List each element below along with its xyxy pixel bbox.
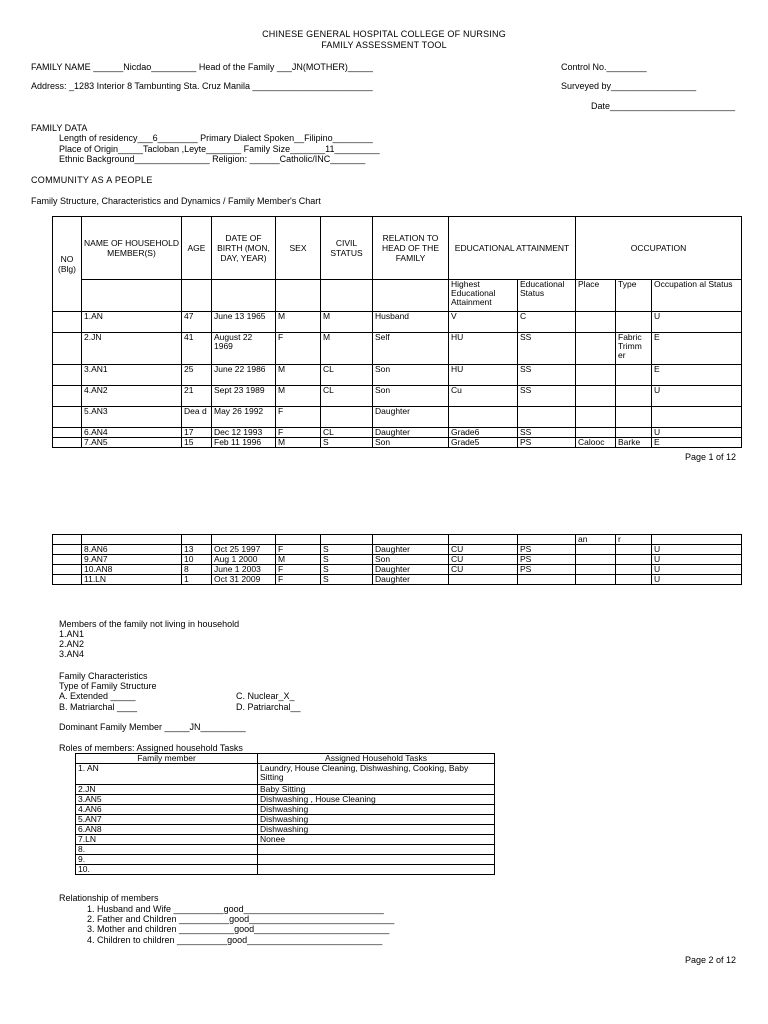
col-header-sex: SEX [276, 217, 321, 280]
cell-es: SS [518, 333, 576, 365]
cell-name: 4.AN2 [82, 386, 182, 407]
cell-ostat: U [652, 545, 742, 555]
cell-no [53, 545, 82, 555]
cell-es: C [518, 312, 576, 333]
date-field [591, 101, 735, 111]
col-header-occupation: OCCUPATION [576, 217, 742, 280]
cell-es: SS [518, 365, 576, 386]
cell-sex: M [276, 386, 321, 407]
task-description: Laundry, House Cleaning, Dishwashing, Cooking, Baby Sitting [258, 764, 495, 785]
cell-place [576, 575, 616, 585]
roles-title: Roles of members: Assigned household Tasks [59, 743, 243, 753]
relationship-item: 4. Children to children __________good___________________________ [87, 935, 383, 945]
col-header-no: NO (Blg) [53, 217, 82, 312]
task-row [76, 805, 495, 815]
cell-place [576, 428, 616, 438]
address-field [31, 81, 373, 91]
col-header-civil: CIVIL STATUS [321, 217, 373, 280]
characteristics-title: Family Characteristics [59, 671, 148, 681]
cell-name: 7.AN5 [82, 438, 182, 448]
task-row [76, 845, 495, 855]
cell-dob: Dec 12 1993 [212, 428, 276, 438]
cell-age: 47 [182, 312, 212, 333]
table-row [53, 438, 742, 448]
chart-title: Family Structure, Characteristics and Dynamics / Family Member's Chart [31, 196, 321, 206]
cell-type: Barke [616, 438, 652, 448]
control-no-field [561, 62, 647, 72]
task-row [76, 815, 495, 825]
cell-place [576, 312, 616, 333]
table-row [53, 386, 742, 407]
task-row [76, 825, 495, 835]
family-name-label: FAMILY NAME [31, 62, 91, 72]
cell-civil: CL [321, 386, 373, 407]
task-member: 1. AN [76, 764, 258, 785]
cell-type [616, 312, 652, 333]
cell-place [576, 407, 616, 428]
family-data-line-2: Place of Origin_____Tacloban ,Leyte_______ Family Size_______11_________ [59, 144, 380, 154]
family-data-title: FAMILY DATA [31, 123, 88, 133]
task-row [76, 865, 495, 875]
task-description: Dishwashing [258, 825, 495, 835]
not-living-title: Members of the family not living in household [59, 619, 240, 629]
structure-option-c: C. Nuclear_X_ [236, 691, 295, 701]
cell-hi [449, 407, 518, 428]
cell-place: Calooc [576, 438, 616, 448]
cell-es: PS [518, 555, 576, 565]
cell-place [576, 555, 616, 565]
cell-civil: CL [321, 428, 373, 438]
cell-civil: S [321, 545, 373, 555]
cell-civil: S [321, 438, 373, 448]
col-header-education: EDUCATIONAL ATTAINMENT [449, 217, 576, 280]
cell-type [616, 428, 652, 438]
col-header-relation: RELATION TO HEAD OF THE FAMILY [373, 217, 449, 280]
surveyed-by-field [561, 81, 696, 91]
cell-sex: M [276, 365, 321, 386]
task-description [258, 855, 495, 865]
address-label: Address: [31, 81, 67, 91]
col-header-age: AGE [182, 217, 212, 280]
surveyed-value: _________________ [611, 81, 697, 91]
page-2-label: Page 2 of 12 [685, 955, 737, 965]
cell-ostat: E [652, 365, 742, 386]
cell-ostat: U [652, 428, 742, 438]
col-header-occ-status: Occupation al Status [652, 280, 742, 312]
cell-es: SS [518, 386, 576, 407]
cell-es: PS [518, 438, 576, 448]
cell-place [576, 365, 616, 386]
cell-hi: HU [449, 365, 518, 386]
task-description: Dishwashing [258, 815, 495, 825]
cell-sex: F [276, 428, 321, 438]
task-row [76, 785, 495, 795]
cell-age: 13 [182, 545, 212, 555]
cell-ostat [652, 407, 742, 428]
task-member: 2.JN [76, 785, 258, 795]
cell-place: an [576, 535, 616, 545]
cell-age: 17 [182, 428, 212, 438]
cell-type [616, 365, 652, 386]
cell-no [53, 333, 82, 365]
task-row [76, 855, 495, 865]
cell-ostat: U [652, 575, 742, 585]
cell-ostat: U [652, 565, 742, 575]
page-1-label: Page 1 of 12 [685, 452, 737, 462]
cell-type [616, 545, 652, 555]
cell-dob: June 13 1965 [212, 312, 276, 333]
structure-type-title: Type of Family Structure [59, 681, 157, 691]
cell-es [518, 535, 576, 545]
task-member: 7.LN [76, 835, 258, 845]
not-living-item: 1.AN1 [59, 629, 85, 639]
task-description [258, 845, 495, 855]
cell-age: 21 [182, 386, 212, 407]
cell-rel: Son [373, 365, 449, 386]
col-header-dob: DATE OF BIRTH (MON, DAY, YEAR) [212, 217, 276, 280]
col-header-occ-type: Type [616, 280, 652, 312]
cell-hi: CU [449, 555, 518, 565]
cell-es: PS [518, 565, 576, 575]
control-label: Control No. [561, 62, 607, 72]
cell-type [616, 407, 652, 428]
surveyed-label: Surveyed by [561, 81, 612, 91]
cell-no [53, 438, 82, 448]
college-title: CHINESE GENERAL HOSPITAL COLLEGE OF NURSING [262, 29, 506, 39]
control-value: ________ [606, 62, 647, 72]
cell-sex [276, 535, 321, 545]
cell-type [616, 575, 652, 585]
community-title: COMMUNITY AS A PEOPLE [31, 175, 153, 185]
cell-name: 10.AN8 [82, 565, 182, 575]
table-row [53, 575, 742, 585]
cell-name: 1.AN [82, 312, 182, 333]
cell-age: 15 [182, 438, 212, 448]
cell-sex: F [276, 545, 321, 555]
cell-age: 1 [182, 575, 212, 585]
address-value: _1283 Interior 8 Tambunting Sta. Cruz Manila ________________________ [69, 81, 373, 91]
table-row [53, 545, 742, 555]
cell-hi: Cu [449, 386, 518, 407]
cell-rel: Daughter [373, 428, 449, 438]
task-description: Nonee [258, 835, 495, 845]
cell-sex: F [276, 407, 321, 428]
cell-age [182, 535, 212, 545]
task-member: 3.AN5 [76, 795, 258, 805]
cell-hi: CU [449, 545, 518, 555]
col-header-highest-edu: Highest Educational Attainment [449, 280, 518, 312]
cell-civil [321, 407, 373, 428]
cell-name [82, 535, 182, 545]
cell-hi [449, 535, 518, 545]
cell-rel: Son [373, 555, 449, 565]
cell-rel: Daughter [373, 575, 449, 585]
col-header-edu-status: Educational Status [518, 280, 576, 312]
task-member: 4.AN6 [76, 805, 258, 815]
cell-rel: Daughter [373, 545, 449, 555]
cell-no [53, 575, 82, 585]
cell-place [576, 386, 616, 407]
cell-place [576, 565, 616, 575]
cell-no [53, 535, 82, 545]
structure-option-a: A. Extended _____ [59, 691, 136, 701]
cell-ostat: U [652, 386, 742, 407]
form-title: FAMILY ASSESSMENT TOOL [321, 40, 447, 50]
cell-no [53, 386, 82, 407]
task-row [76, 795, 495, 805]
cell-no [53, 407, 82, 428]
cell-type: Fabric Trimm er [616, 333, 652, 365]
cell-civil: M [321, 312, 373, 333]
task-member: 10. [76, 865, 258, 875]
cell-hi: CU [449, 565, 518, 575]
cell-age: 41 [182, 333, 212, 365]
cell-rel [373, 535, 449, 545]
task-description: Baby Sitting [258, 785, 495, 795]
cell-name: 8.AN6 [82, 545, 182, 555]
cell-dob: Feb 11 1996 [212, 438, 276, 448]
table-row [53, 312, 742, 333]
cell-dob: Aug 1 2000 [212, 555, 276, 565]
cell-civil: S [321, 565, 373, 575]
cell-place [576, 333, 616, 365]
cell-age: 10 [182, 555, 212, 565]
cell-ostat: U [652, 312, 742, 333]
head-label: Head of the Family [198, 62, 275, 72]
cell-civil: M [321, 333, 373, 365]
cell-dob: June 1 2003 [212, 565, 276, 575]
task-row [76, 764, 495, 785]
cell-es [518, 575, 576, 585]
date-value: _________________________ [610, 101, 736, 111]
cell-type [616, 555, 652, 565]
cell-rel: Son [373, 438, 449, 448]
cell-name: 5.AN3 [82, 407, 182, 428]
task-description [258, 865, 495, 875]
cell-sex: M [276, 555, 321, 565]
task-description: Dishwashing [258, 805, 495, 815]
cell-rel: Self [373, 333, 449, 365]
cell-sex: M [276, 312, 321, 333]
relationship-item: 2. Father and Children __________good_____________________________ [87, 914, 395, 924]
table-row [53, 333, 742, 365]
cell-ostat [652, 535, 742, 545]
table-row [53, 428, 742, 438]
cell-no [53, 312, 82, 333]
cell-hi: HU [449, 333, 518, 365]
cell-ostat: U [652, 555, 742, 565]
head-value: ___JN(MOTHER)_____ [276, 62, 373, 72]
cell-sex: F [276, 565, 321, 575]
task-member: 6.AN8 [76, 825, 258, 835]
structure-option-b: B. Matriarchal ____ [59, 702, 138, 712]
cell-ostat: E [652, 438, 742, 448]
cell-es [518, 407, 576, 428]
cell-rel: Son [373, 386, 449, 407]
relationship-item: 1. Husband and Wife __________good____________________________ [87, 904, 384, 914]
cell-no [53, 555, 82, 565]
cell-civil: S [321, 575, 373, 585]
members-table-page-1 [52, 216, 742, 448]
table-row [53, 535, 742, 545]
cell-es: PS [518, 545, 576, 555]
cell-name: 3.AN1 [82, 365, 182, 386]
cell-name: 11.LN [82, 575, 182, 585]
cell-name: 2.JN [82, 333, 182, 365]
family-data-line-1: Length of residency___6________ Primary Dialect Spoken__Filipino________ [59, 133, 373, 143]
table-row [53, 565, 742, 575]
cell-civil: CL [321, 365, 373, 386]
cell-dob: August 22 1969 [212, 333, 276, 365]
cell-civil: S [321, 555, 373, 565]
cell-no [53, 365, 82, 386]
task-member: 9. [76, 855, 258, 865]
cell-ostat: E [652, 333, 742, 365]
cell-age: 25 [182, 365, 212, 386]
tasks-header-tasks: Assigned Household Tasks [258, 754, 495, 764]
cell-dob [212, 535, 276, 545]
tasks-table [75, 753, 495, 875]
date-label: Date [591, 101, 611, 111]
dominant-member: Dominant Family Member _____JN_________ [59, 722, 246, 732]
cell-rel: Daughter [373, 565, 449, 575]
table-row [53, 365, 742, 386]
cell-hi: Grade6 [449, 428, 518, 438]
cell-dob: May 26 1992 [212, 407, 276, 428]
task-member: 8. [76, 845, 258, 855]
cell-rel: Husband [373, 312, 449, 333]
not-living-item: 3.AN4 [59, 649, 85, 659]
cell-es: SS [518, 428, 576, 438]
cell-dob: Oct 31 2009 [212, 575, 276, 585]
cell-dob: June 22 1986 [212, 365, 276, 386]
task-member: 5.AN7 [76, 815, 258, 825]
table-row [53, 555, 742, 565]
cell-type [616, 565, 652, 575]
cell-type: r [616, 535, 652, 545]
cell-hi: V [449, 312, 518, 333]
cell-age: Dea d [182, 407, 212, 428]
members-table-page-2 [52, 534, 742, 585]
structure-option-d: D. Patriarchal__ [236, 702, 301, 712]
task-row [76, 835, 495, 845]
table-row [53, 407, 742, 428]
col-header-occ-place: Place [576, 280, 616, 312]
family-name-field [31, 62, 373, 72]
cell-no [53, 565, 82, 575]
cell-civil [321, 535, 373, 545]
cell-sex: F [276, 333, 321, 365]
cell-hi [449, 575, 518, 585]
family-data-line-3: Ethnic Background_______________ Religion: ______Catholic/INC_______ [59, 154, 366, 164]
col-header-name: NAME OF HOUSEHOLD MEMBER(S) [82, 217, 182, 280]
cell-dob: Sept 23 1989 [212, 386, 276, 407]
tasks-header-member: Family member [76, 754, 258, 764]
cell-dob: Oct 25 1997 [212, 545, 276, 555]
cell-age: 8 [182, 565, 212, 575]
cell-place [576, 545, 616, 555]
not-living-item: 2.AN2 [59, 639, 85, 649]
cell-name: 6.AN4 [82, 428, 182, 438]
cell-sex: F [276, 575, 321, 585]
cell-sex: M [276, 438, 321, 448]
cell-type [616, 386, 652, 407]
cell-name: 9.AN7 [82, 555, 182, 565]
relationship-title: Relationship of members [59, 893, 159, 903]
cell-no [53, 428, 82, 438]
cell-rel: Daughter [373, 407, 449, 428]
relationship-item: 3. Mother and children ___________good___________________________ [87, 924, 390, 934]
cell-hi: Grade5 [449, 438, 518, 448]
family-name-value: ______Nicdao_________ [93, 62, 197, 72]
task-description: Dishwashing , House Cleaning [258, 795, 495, 805]
